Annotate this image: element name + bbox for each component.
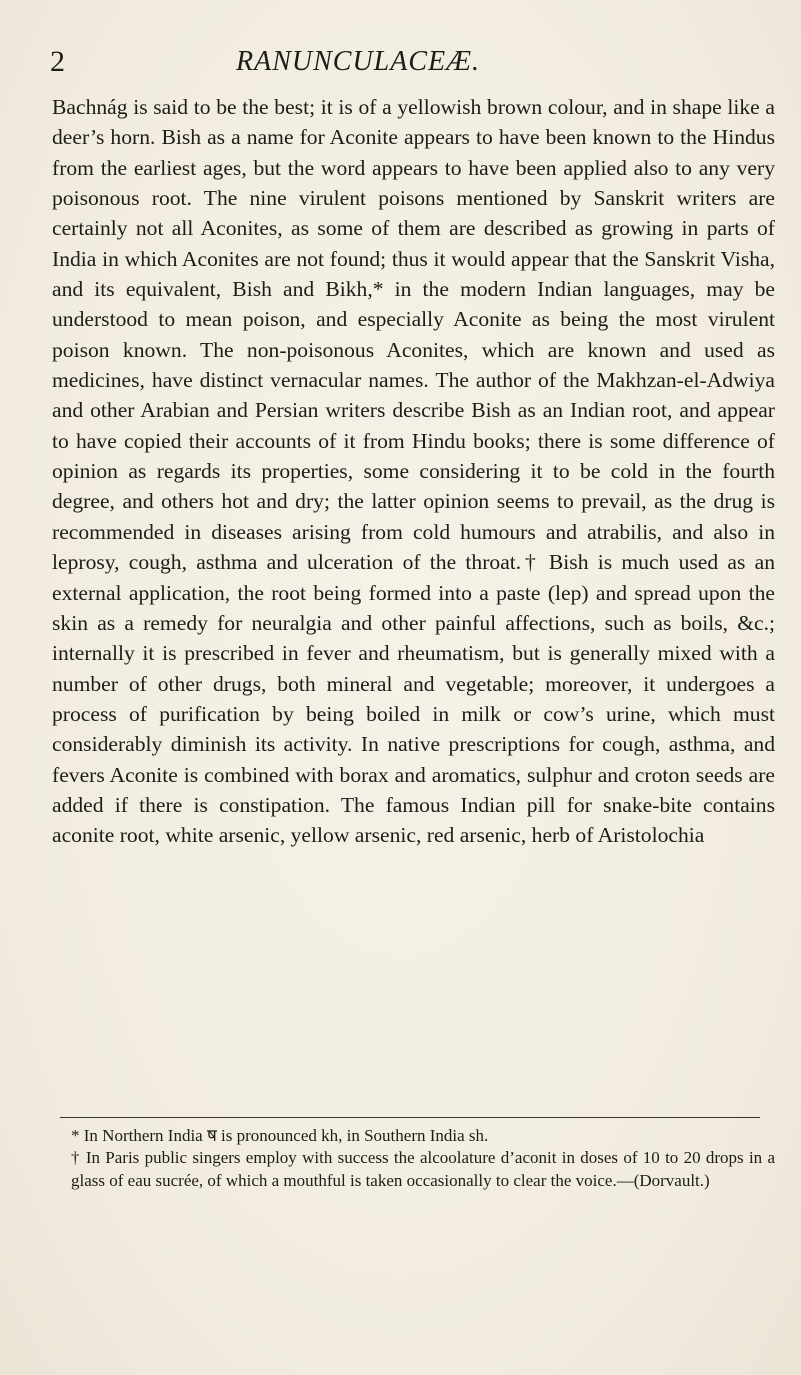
page-number: 2 — [50, 45, 65, 78]
footnote-1: * In Northern India ष is pronounced kh, in Southern India sh. — [71, 1126, 489, 1145]
body-text — [52, 92, 775, 851]
footnote-2: † In Paris public singers employ with success the alcoolature d’aconit in doses of 10 to 20 drops in a glass of eau sucrée, of which a mouthful is taken occasionally to clear the voice.—(Dorvault.) — [71, 1148, 775, 1190]
page-header — [50, 42, 775, 82]
footnotes — [52, 1125, 775, 1192]
footnote-divider — [60, 1117, 760, 1118]
running-title: RANUNCULACEÆ. — [236, 46, 481, 77]
body-paragraph: Bachnág is said to be the best; it is of a yellowish brown colour, and in shape like a deer’s horn. Bish as a name for Aconite appears to have been known to the Hindus from the earliest ages, but the word appears to have been applied also to any very poisonous root. The nine virulent poisons mentioned by Sanskrit writers are certainly not all Aconites, as some of them are described as growing in parts of India in which Aconites are not found; thus it would appear that the Sanskrit Visha, and its equivalent, Bish and Bikh,* in the modern Indian languages, may be understood to mean poison, and especially Aconite as being the most virulent poison known. The non-poisonous Aconites, which are known and used as medicines, have distinct vernacular names. The author of the Makhzan-el-Adwiya and other Arabian and Persian writers describe Bish as an Indian root, and appear to have copied their accounts of it from Hindu books; there is some difference of opinion as regards its properties, some considering it to be cold in the fourth degree, and others hot and dry; the latter opinion seems to prevail, as the drug is recommended in diseases arising from cold humours and atrabilis, and also in leprosy, cough, asthma and ulceration of the throat.† Bish is much used as an external application, the root being formed into a paste (lep) and spread upon the skin as a remedy for neuralgia and other painful affections, such as boils, &c.; internally it is prescribed in fever and rheumatism, but is generally mixed with a number of other drugs, both mineral and vegetable; moreover, it undergoes a process of purification by being boiled in milk or cow’s urine, which must considerably diminish its activity. In native prescriptions for cough, asthma, and fevers Aconite is combined with borax and aromatics, sulphur and croton seeds are added if there is constipation. The famous Indian pill for snake-bite contains aconite root, white arsenic, yellow arsenic, red arsenic, herb of Aristolochia — [52, 95, 775, 848]
